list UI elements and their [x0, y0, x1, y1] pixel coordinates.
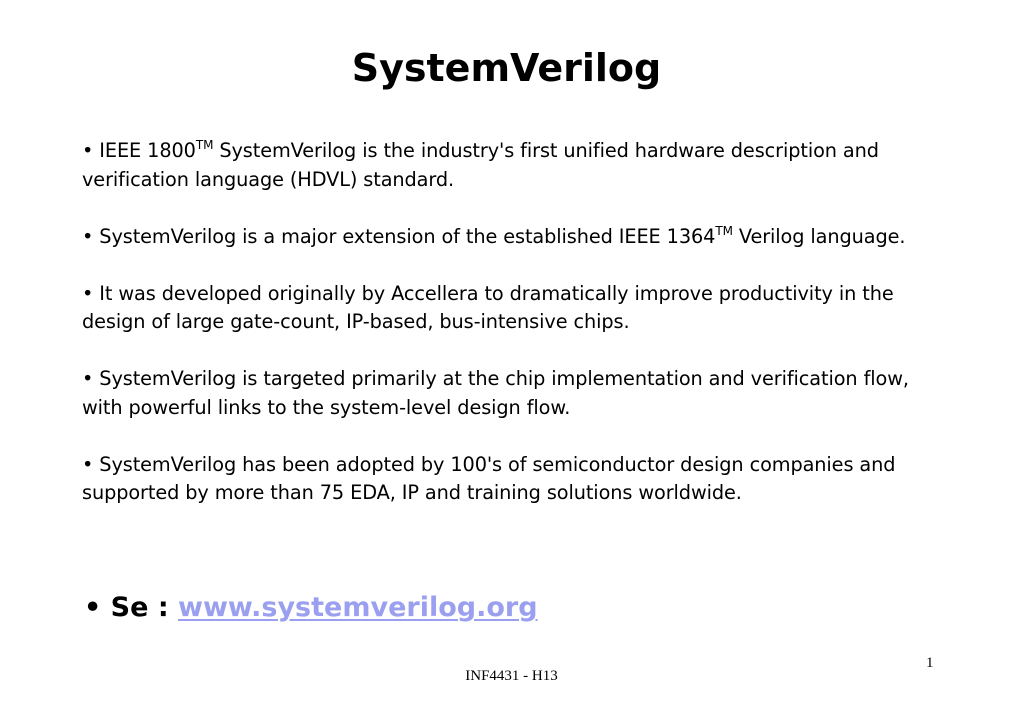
- bullet-marker: •: [82, 139, 94, 162]
- trademark-superscript: TM: [715, 223, 733, 238]
- bullet-implementation-flow: [82, 365, 932, 422]
- bullet-accellera: [82, 280, 932, 337]
- see-also-line: [84, 590, 538, 626]
- bullet-text: SystemVerilog is the industry's first unified hardware description and verification language (HDVL) standard.: [82, 139, 879, 191]
- bullet-text: IEEE 1800: [93, 139, 196, 162]
- bullet-marker: •: [82, 367, 94, 390]
- bullet-text: It was developed originally by Accellera to dramatically improve productivity in the design of large gate-count, IP-based, bus-intensive chips.: [82, 281, 894, 333]
- trademark-superscript: TM: [195, 138, 214, 152]
- page-number: 1: [926, 655, 934, 671]
- bullet-marker: •: [82, 224, 94, 248]
- systemverilog-website-link[interactable]: www.systemverilog.org: [178, 592, 538, 623]
- bullet-text: SystemVerilog has been adopted by 100's of semiconductor design companies and supported by more than 75 EDA, IP and training solutions worldwide.: [82, 452, 896, 504]
- bullet-adoption: [82, 451, 932, 508]
- slide-title: SystemVerilog: [351, 46, 662, 90]
- bullet-ieee-1800: [82, 137, 932, 194]
- bullet-text: SystemVerilog is targeted primarily at the chip implementation and verification flow, with powerful links to the system-level design flow.: [82, 367, 909, 419]
- bullet-text: Verilog language.: [732, 224, 906, 248]
- see-also-label: Se :: [101, 592, 179, 623]
- bullet-text: SystemVerilog is a major extension of the established IEEE 1364: [93, 224, 716, 248]
- bullet-list: [82, 137, 932, 536]
- footer-course-code: INF4431 - H13: [465, 668, 558, 684]
- bullet-marker: •: [84, 592, 102, 623]
- bullet-verilog-extension: [82, 223, 932, 252]
- bullet-marker: •: [82, 452, 94, 476]
- bullet-marker: •: [82, 281, 94, 305]
